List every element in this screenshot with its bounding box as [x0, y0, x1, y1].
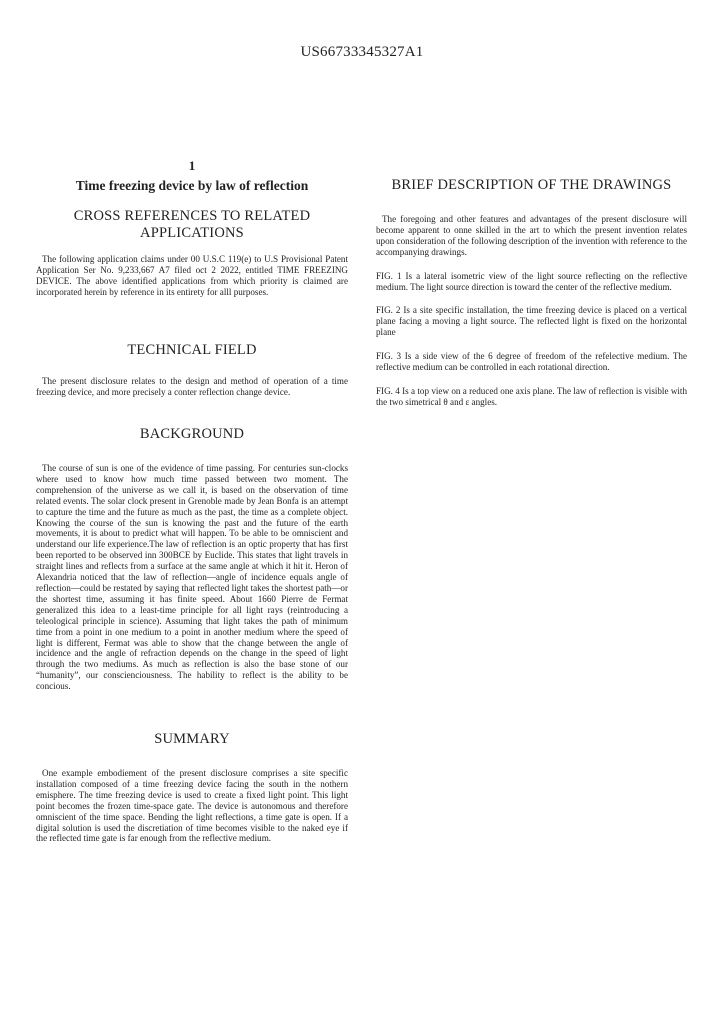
cross-references-text: The following application claims under 00 U.S.C 119(e) to U.S Provisional Patent Application Ser No. 9,233,667 A7 filed oct 2 2022, entitled TIME FREEZING DEVICE. The above identified applications from which priority is claimed are incorporated herein by reference in its entirety for alll purposes. [36, 254, 348, 297]
background-heading: BACKGROUND [139, 426, 245, 442]
fig-4-description: FIG. 4 Is a top view on a reduced one axis plane. The law of reflection is visible with the two simetrical θ and ε angles. [376, 385, 687, 407]
summary-heading: SUMMARY [154, 731, 230, 747]
summary-text: One example embodiement of the present disclosure comprises a site specific installation composed of a time freezing device facing the south in the nothern emisphere. The time freezing device is used to create a fixed light point. This light point becomes the frozen time-space gate. The device is autonomous and therefore omniscient of the time space. Bending the light reflections, a time gate is open. If a digital solution is used the discretiation of time becomes visible to the naked eye if the reflected time gate is far enough from the reflective medium. [36, 768, 348, 844]
background-text: The course of sun is one of the evidence of time passing. For centuries sun-clocks where used to know how much time passed between two moment. The comprehension of the universe as we call it, is based on the observation of time related events. The solar clock present in Grenoble made by Jean Bonfa is an attempt to capture the time and the future as much as the past, the time as a complete object. Knowing the course of the sun is knowing the past and the future of the earth movements, it is about to predict what will happen. To be able to be omniscient and understand our life experience.The law of reflection is an optic property that has first been reported to be observed inn 300BCE by Euclide. This states that light travels in straight lines and reflects from a surface at the same angle at which it hit it. Heron of Alexandria noticed that the law of reflection—angle of incidence equals angle of reflection—could be restated by saying that reflected light takes the shortest path—or the shortest time, assuming it has finite speed. About 1660 Pierre de Fermat generalized this idea to a least-time principle for all light rays (reintroducing a teleological principle in science). Assuming that light takes the path of minimum time from a point in one medium to a point in another medium where the speed of light is different, Fermat was able to show that the change between the angle of incidence and the angle of refraction depends on the change in the speed of light through the two mediums. As much as reflection is also the base stone of our “humanity”, our conscienciousness. The hability to reflect is the ability to be concious. [36, 463, 348, 692]
patent-number: US66733345327A1 [300, 44, 424, 60]
background-section [36, 426, 348, 692]
drawings-section [376, 177, 687, 408]
fig-2-description: FIG. 2 Is a site specific installation, the time freezing device is placed on a vertical plane facing a moving a light source. The reflected light is fixed on the horizontal plane [376, 305, 687, 338]
cross-references-section [36, 208, 348, 298]
summary-section [36, 731, 348, 844]
technical-field-heading: TECHNICAL FIELD [127, 342, 257, 358]
technical-field-text: The present disclosure relates to the design and method of operation of a time freezing device, and more precisely a conter reflection change device. [36, 376, 348, 397]
page-number: 1 [188, 158, 196, 173]
technical-field-section [36, 342, 348, 398]
drawings-intro: The foregoing and other features and advantages of the present disclosure will become apparent to onne skilled in the art to which the present invention relates upon consideration of the following description of the invention with reference to the accompanying drawings. [376, 214, 687, 257]
fig-3-description: FIG. 3 Is a side view of the 6 degree of freedom of the refelective medium. The reflective medium can be controlled in each rotational direction. [376, 351, 687, 373]
fig-1-description: FIG. 1 Is a lateral isometric view of the light source reflecting on the reflective medium. The light source direction is toward the center of the reflective medium. [376, 270, 687, 292]
left-column [36, 158, 348, 194]
drawings-heading: BRIEF DESCRIPTION OF THE DRAWINGS [391, 177, 672, 193]
cross-references-heading: CROSS REFERENCES TO RELATED APPLICATIONS [73, 208, 311, 241]
document-title: Time freezing device by law of reflection [75, 178, 309, 193]
